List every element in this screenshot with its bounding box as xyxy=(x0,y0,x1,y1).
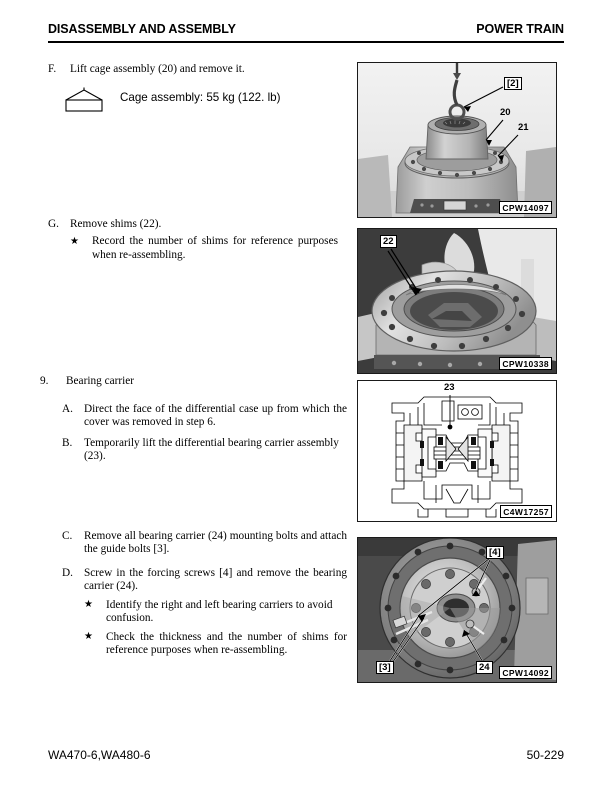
step-b xyxy=(62,437,347,464)
figure-cpw10338-callout-0: 22 xyxy=(380,235,397,248)
figure-cpw14097-callout-2: 21 xyxy=(518,122,529,133)
lifting-note xyxy=(48,85,338,115)
figure-c4w17257-id: C4W17257 xyxy=(500,505,552,518)
step-g-bullet-1-text: Record the number of shims for reference purposes when re-assembling. xyxy=(92,235,338,261)
section-9-marker: 9. xyxy=(40,375,49,387)
step-d-marker: D. xyxy=(62,567,73,579)
step-d-bullet-1-text: Identify the right and left bearing carriers to avoid confusion. xyxy=(106,598,333,625)
header-divider xyxy=(48,41,564,43)
figure-c4w17257-callout-0: 23 xyxy=(444,382,455,393)
lifting-sling-icon xyxy=(60,87,108,113)
footer-model-numbers: WA470-6,WA480-6 xyxy=(48,748,151,762)
star-bullet-icon: ★ xyxy=(70,235,79,247)
step-g-bullet-1 xyxy=(48,235,338,262)
figure-cpw14097 xyxy=(357,62,557,218)
figure-cpw14097-callout-1: 20 xyxy=(500,107,511,118)
step-d-bullet-1 xyxy=(62,599,347,626)
step-c-text: Remove all bearing carrier (24) mounting bolts and attach the guide bolts [3]. xyxy=(84,530,347,556)
step-c xyxy=(62,530,347,557)
step-c-marker: C. xyxy=(62,530,73,542)
step-g-marker: G. xyxy=(48,218,59,230)
step-f xyxy=(48,63,338,76)
figure-cpw14092-callout-1: [3] xyxy=(376,661,394,674)
figure-cpw14092-id: CPW14092 xyxy=(499,666,552,679)
step-d-bullet-2-text: Check the thickness and the number of shims for reference purposes when re-assembling. xyxy=(106,630,347,657)
figure-cpw14097-id: CPW14097 xyxy=(499,201,552,214)
step-a-text: Direct the face of the differential case up from which the cover was removed in step 6. xyxy=(84,403,347,429)
header-title-left: DISASSEMBLY AND ASSEMBLY xyxy=(48,22,236,36)
figure-cpw14097-callout-0: [2] xyxy=(504,77,522,90)
step-a xyxy=(62,403,347,430)
step-b-marker: B. xyxy=(62,437,73,449)
step-g xyxy=(48,218,338,262)
star-bullet-icon: ★ xyxy=(84,599,93,611)
step-d xyxy=(62,567,347,657)
step-b-text: Temporarily lift the differential bearing carrier assembly (23). xyxy=(84,437,339,463)
section-9-heading xyxy=(40,375,340,388)
step-d-bullet-2 xyxy=(62,631,347,658)
figure-cpw14092-callout-0: [4] xyxy=(486,546,504,559)
step-g-text: Remove shims (22). xyxy=(70,218,162,230)
figure-cpw10338-id: CPW10338 xyxy=(499,357,552,370)
page-footer xyxy=(48,748,564,768)
step-f-text: Lift cage assembly (20) and remove it. xyxy=(70,63,245,75)
footer-page-number: 50-229 xyxy=(526,748,564,762)
star-bullet-icon: ★ xyxy=(84,631,93,643)
step-d-text: Screw in the forcing screws [4] and remove the bearing carrier (24). xyxy=(84,567,347,593)
step-a-marker: A. xyxy=(62,403,73,415)
figure-cpw10338 xyxy=(357,228,557,374)
figure-cpw10338-image xyxy=(358,229,556,373)
figure-cpw14097-image xyxy=(358,63,556,217)
figure-c4w17257 xyxy=(357,380,557,522)
section-9-title: Bearing carrier xyxy=(66,375,135,387)
figure-cpw14092 xyxy=(357,537,557,683)
lifting-weight-text: Cage assembly: 55 kg (122. lb) xyxy=(120,91,281,104)
figure-cpw14092-callout-2: 24 xyxy=(476,661,493,674)
step-f-marker: F. xyxy=(48,63,57,75)
header-title-right: POWER TRAIN xyxy=(476,22,564,36)
figure-c4w17257-image xyxy=(358,381,556,521)
